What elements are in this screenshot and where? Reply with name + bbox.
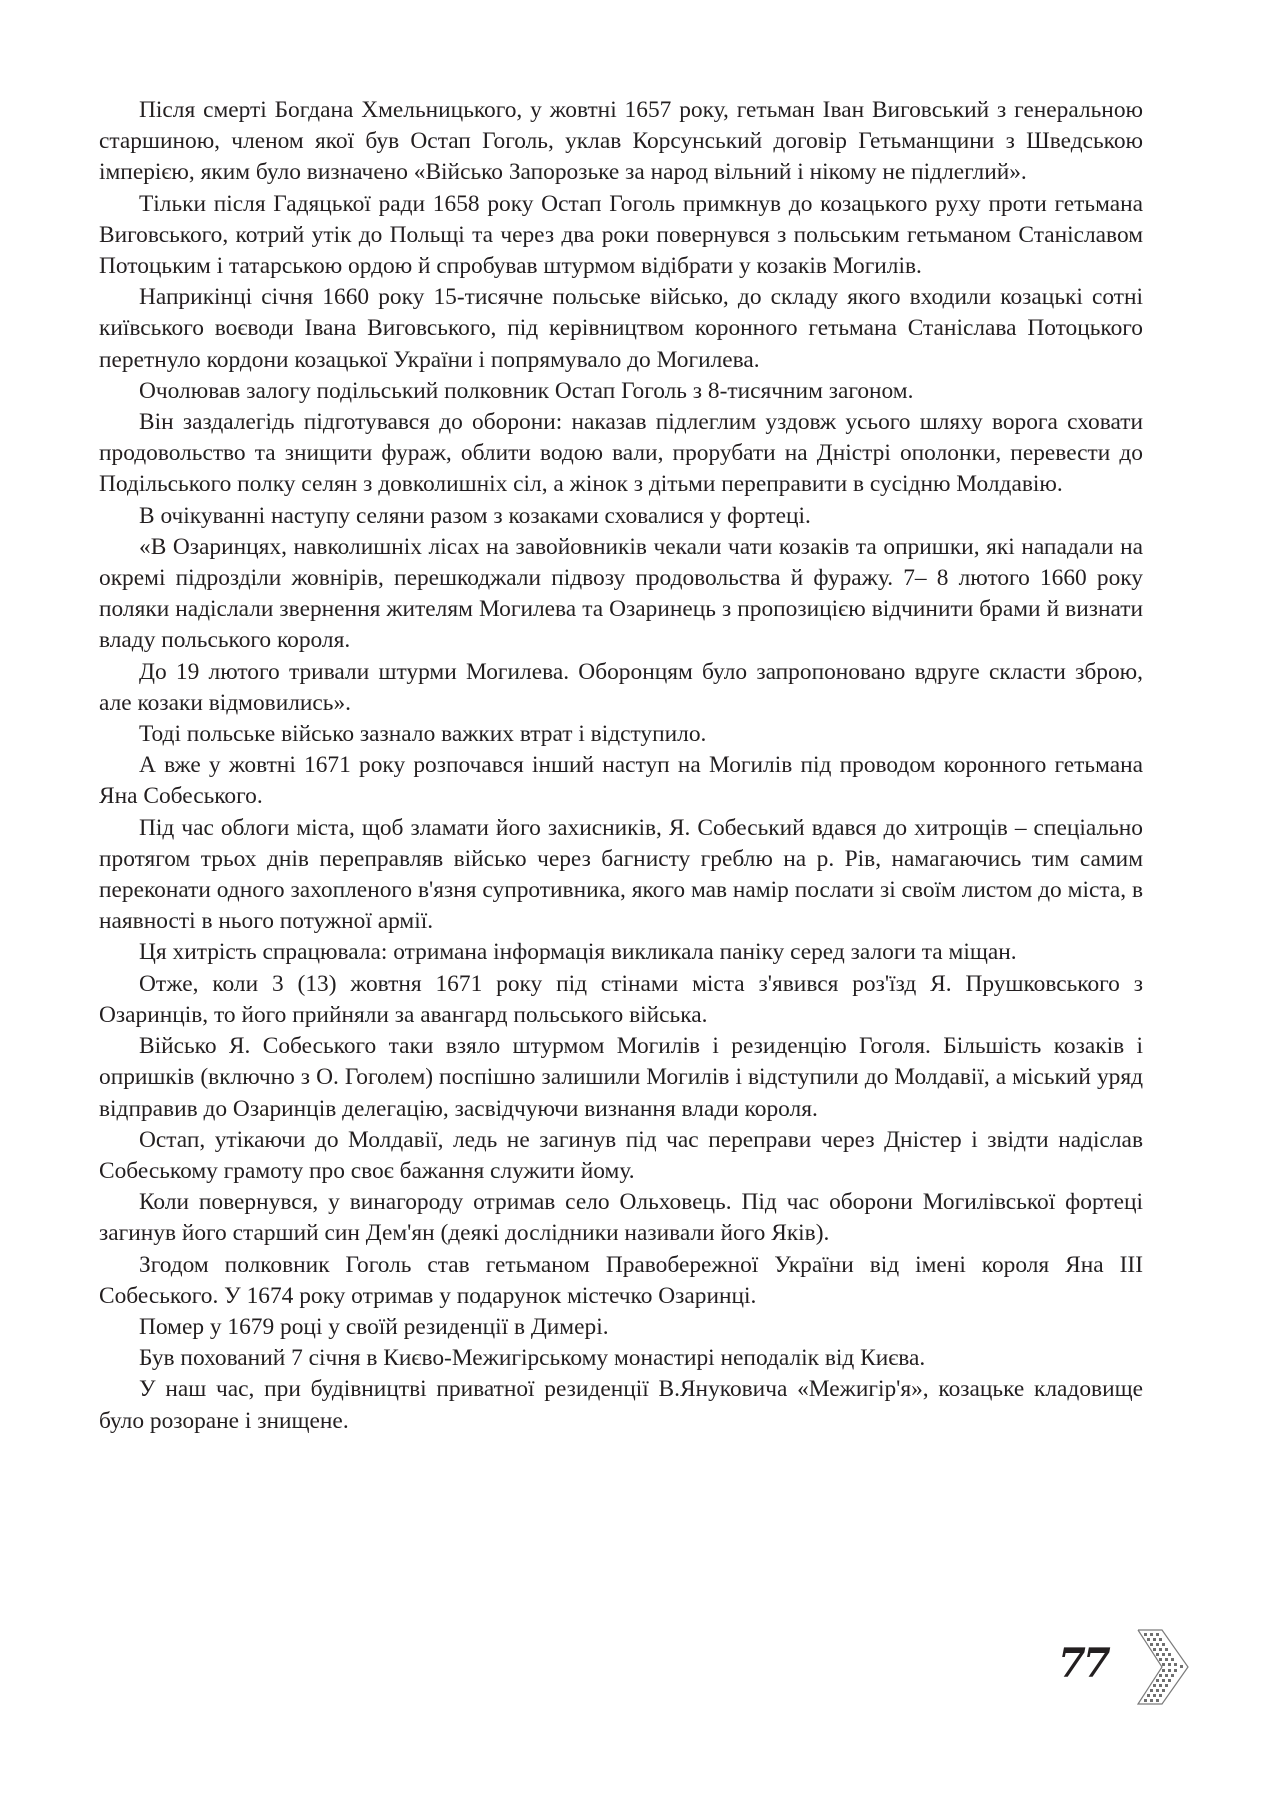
page-number: 77 — [1058, 1640, 1108, 1687]
paragraph: Після смерті Богдана Хмельницького, у жовтні 1657 року, гетьман Іван Виговський з генеральною старшиною, членом якої був Остап Гоголь, уклав Корсунський договір Гетьманщини з Шведською імперією, яким було визначено «Військо Запорозьке за народ вільний і нікому не підлеглий». — [99, 97, 1143, 186]
page-body — [99, 95, 1143, 1437]
paragraph: Тоді польське військо зазнало важких втрат і відступило. — [139, 721, 707, 748]
embroidery-ornament-icon — [1136, 1628, 1190, 1706]
paragraph: Тільки після Гадяцької ради 1658 року Остап Гоголь примкнув до козацького руху проти гетьмана Виговського, котрий утік до Польщі та через два роки повернувся з польським гетьманом Станіславом Потоцьким і татарською ордою й спробував штурмом відібрати у козаків Могилів. — [99, 190, 1143, 280]
paragraph: «В Озаринцях, навколишніх лісах на завойовників чекали чати козаків та опришки, які нападали на окремі підрозділи жовнірів, перешкоджали підвозу продовольства й фуражу. 7– 8 лютого 1660 року поляки надіслали звернення жителям Могилева та Озаринець з пропозицією відчинити брами й визнати владу польського короля. — [99, 533, 1143, 654]
paragraph: До 19 лютого тривали штурми Могилева. Оборонцям було запропоновано вдруге скласти зброю, але козаки відмовились». — [99, 658, 1143, 716]
paragraph: Помер у 1679 році у своїй резиденції в Димері. — [139, 1313, 609, 1340]
paragraph: Військо Я. Собеського таки взяло штурмом Могилів і резиденцію Гоголя. Більшість козаків і опришків (включно з О. Гоголем) поспішно залишили Могилів і відступили до Молдавії, а міський уряд відправив до Озаринців делегацію, засвідчуючи визнання влади короля. — [99, 1033, 1143, 1122]
paragraph: У наш час, при будівництві приватної резиденції В.Януковича «Межигір'я», козацьке кладовище було розоране і знищене. — [99, 1376, 1143, 1434]
paragraph: Згодом полковник Гоголь став гетьманом Правобережної України від імені короля Яна III Собеського. У 1674 року отримав у подарунок містечко Озаринці. — [99, 1251, 1143, 1309]
paragraph: Очолював залогу подільський полковник Остап Гоголь з 8-тисячним загоном. — [139, 377, 914, 404]
paragraph: В очікуванні наступу селяни разом з козаками сховалися у фортеці. — [139, 502, 811, 529]
paragraph: Наприкінці січня 1660 року 15-тисячне польське військо, до складу якого входили козацькі сотні київського воєводи Івана Виговського, під керівництвом коронного гетьмана Станіслава Потоцького перетнуло кордони козацької України і попрямувало до Могилева. — [99, 284, 1143, 373]
paragraph: Був похований 7 січня в Києво-Межигірському монастирі неподалік від Києва. — [139, 1345, 926, 1372]
paragraph: А вже у жовтні 1671 року розпочався інший наступ на Могилів під проводом коронного гетьмана Яна Собеського. — [99, 752, 1143, 810]
paragraph: Отже, коли 3 (13) жовтня 1671 року під стінами міста з'явився роз'їзд Я. Прушковського з Озаринців, то його прийняли за авангард польського війська. — [99, 970, 1143, 1028]
paragraph: Він заздалегідь підготувався до оборони: наказав підлеглим уздовж усього шляху ворога сховати продовольство та знищити фураж, облити водою вали, прорубати на Дністрі ополонки, перевести до Подільського полку селян з довколишніх сіл, а жінок з дітьми переправити в сусідню Молдавію. — [99, 409, 1143, 498]
paragraph: Коли повернувся, у винагороду отримав село Ольховець. Під час оборони Могилівської фортеці загинув його старший син Дем'ян (деякі дослідники називали його Яків). — [99, 1189, 1143, 1247]
paragraph: Ця хитрість спрацювала: отримана інформація викликала паніку серед залоги та міщан. — [139, 939, 1017, 966]
paragraph: Під час облоги міста, щоб зламати його захисників, Я. Собеський вдався до хитрощів – спеціально протягом трьох днів переправляв військо через багнисту греблю на р. Рів, намагаючись тим самим переконати одного захопленого в'язня супротивника, якого мав намір послати зі своїм листом до міста, в наявності в нього потужної армії. — [99, 814, 1143, 935]
paragraph: Остап, утікаючи до Молдавії, ледь не загинув під час переправи через Дністер і звідти надіслав Собеському грамоту про своє бажання служити йому. — [99, 1126, 1143, 1184]
